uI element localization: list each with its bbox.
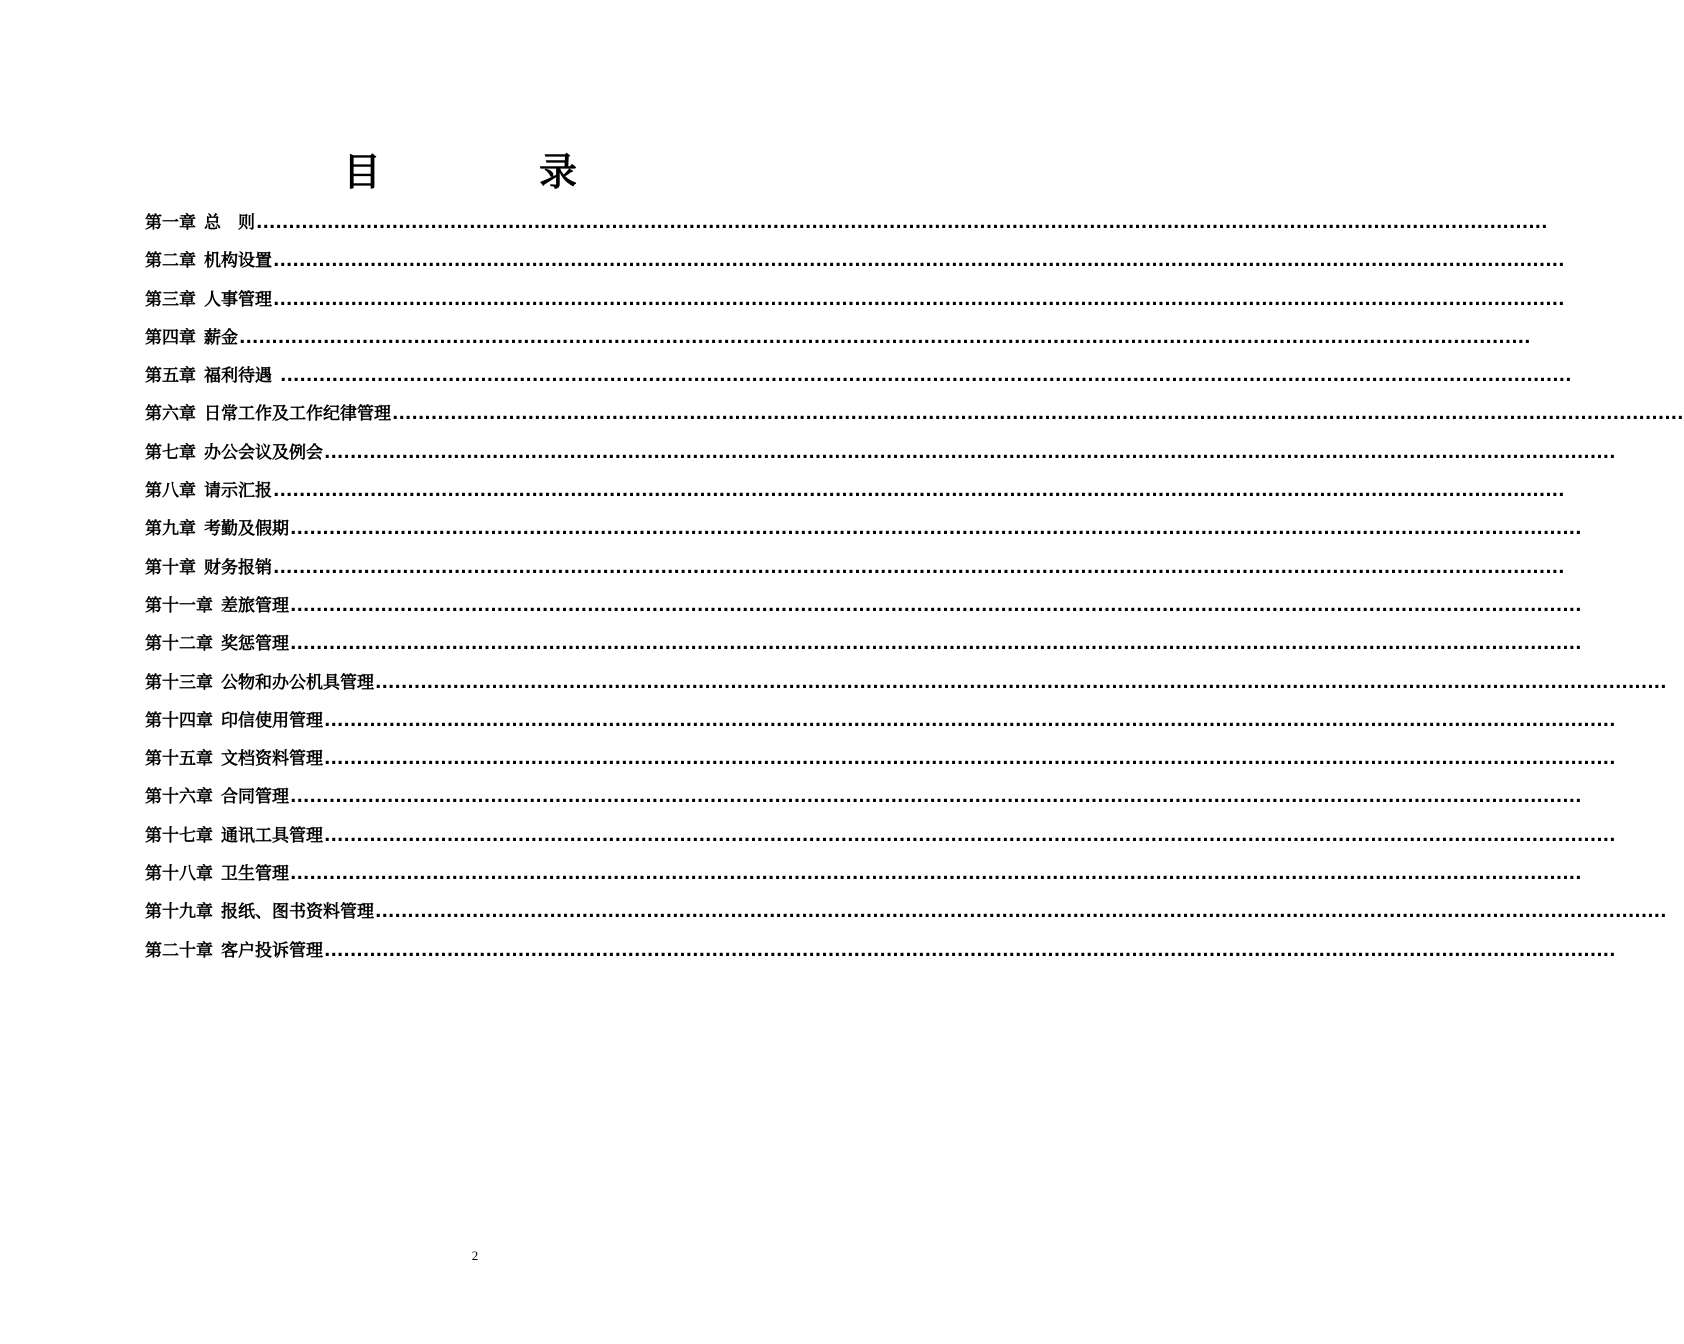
toc-leader: ........................................................................................................................................................................................................ (273, 251, 1565, 272)
toc-title: 机构设置 (204, 251, 272, 272)
toc-title: 差旅管理 (221, 595, 289, 616)
toc-entry[interactable] (145, 625, 1582, 663)
toc-title: 薪金 (204, 327, 238, 348)
toc-chapter: 第四章 (145, 327, 196, 348)
toc-leader: ........................................................................................................................................................................................................ (324, 442, 1616, 463)
toc-chapter: 第十三章 (145, 672, 213, 693)
toc-chapter: 第十八章 (145, 864, 213, 885)
toc-chapter: 第十章 (145, 557, 196, 578)
toc-entry[interactable] (145, 242, 1565, 280)
toc-entry[interactable] (145, 510, 1582, 548)
toc-chapter: 第八章 (145, 481, 196, 502)
toc-title: 财务报销 (204, 557, 272, 578)
toc-entry[interactable] (145, 395, 1684, 433)
toc-entry[interactable] (145, 587, 1582, 625)
toc-title: 通讯工具管理 (221, 825, 323, 846)
toc-entry[interactable] (145, 281, 1565, 319)
toc-leader: ........................................................................................................................................................................................................ (273, 557, 1565, 578)
toc-entry[interactable] (145, 472, 1565, 510)
toc-leader: ........................................................................................................................................................................................................ (324, 940, 1616, 961)
toc-entry[interactable] (145, 893, 1667, 931)
toc-leader: ........................................................................................................................................................................................................ (273, 289, 1565, 310)
toc-leader: ........................................................................................................................................................................................................ (256, 213, 1548, 233)
toc-entry[interactable] (145, 549, 1565, 587)
toc-title: 考勤及假期 (204, 519, 289, 540)
toc-leader: ........................................................................................................................................................................................................ (290, 519, 1582, 540)
toc-entry[interactable] (145, 702, 1616, 740)
toc-chapter: 第十二章 (145, 634, 213, 655)
toc-title: 卫生管理 (221, 864, 289, 885)
toc-leader: ........................................................................................................................................................................................................ (273, 481, 1565, 502)
toc-title: 印信使用管理 (221, 710, 323, 731)
toc-title: 总 则 (204, 213, 255, 233)
toc-chapter: 第五章 (145, 366, 196, 387)
toc-chapter: 第十一章 (145, 595, 213, 616)
toc-chapter: 第九章 (145, 519, 196, 540)
toc-entry[interactable] (145, 204, 1548, 242)
toc-title: 请示汇报 (204, 481, 272, 502)
toc-title: 办公会议及例会 (204, 442, 323, 463)
toc-leader: ........................................................................................................................................................................................................ (375, 902, 1667, 923)
toc-title: 奖惩管理 (221, 634, 289, 655)
toc-entry[interactable] (145, 357, 1572, 395)
toc-leader: ........................................................................................................................................................................................................ (280, 366, 1572, 387)
toc-entry[interactable] (145, 664, 1667, 702)
toc-chapter: 第六章 (145, 404, 196, 425)
toc-entry[interactable] (145, 932, 1616, 970)
toc-chapter: 第三章 (145, 289, 196, 310)
toc-title: 公物和办公机具管理 (221, 672, 374, 693)
toc-leader: ........................................................................................................................................................................................................ (324, 825, 1616, 846)
toc-chapter: 第二章 (145, 251, 196, 272)
toc-entry[interactable] (145, 778, 1582, 816)
toc-leader: ........................................................................................................................................................................................................ (392, 404, 1684, 425)
toc-leader: ........................................................................................................................................................................................................ (239, 327, 1531, 348)
toc-title: 合同管理 (221, 787, 289, 808)
toc-entry[interactable] (145, 434, 1616, 472)
toc-leader: ........................................................................................................................................................................................................ (375, 672, 1667, 693)
toc-chapter: 第十九章 (145, 902, 213, 923)
toc-chapter: 第二十章 (145, 940, 213, 961)
toc-leader: ........................................................................................................................................................................................................ (290, 634, 1582, 655)
toc-leader: ........................................................................................................................................................................................................ (290, 595, 1582, 616)
toc-chapter: 第七章 (145, 442, 196, 463)
toc-leader: ........................................................................................................................................................................................................ (324, 749, 1616, 770)
table-of-contents (145, 204, 1684, 970)
toc-title: 福利待遇 (204, 366, 272, 387)
toc-entry[interactable] (145, 855, 1582, 893)
toc-title: 人事管理 (204, 289, 272, 310)
toc-title: 日常工作及工作纪律管理 (204, 404, 391, 425)
page-title: 目 录 (342, 150, 637, 194)
toc-title: 客户投诉管理 (221, 940, 323, 961)
toc-title: 报纸、图书资料管理 (221, 902, 374, 923)
toc-chapter: 第十六章 (145, 787, 213, 808)
page-number: 2 (471, 1248, 479, 1263)
toc-entry[interactable] (145, 817, 1616, 855)
toc-chapter: 第十七章 (145, 825, 213, 846)
toc-chapter: 第十五章 (145, 749, 213, 770)
toc-chapter: 第十四章 (145, 710, 213, 731)
toc-entry[interactable] (145, 319, 1531, 357)
toc-title: 文档资料管理 (221, 749, 323, 770)
toc-leader: ........................................................................................................................................................................................................ (290, 864, 1582, 885)
toc-leader: ........................................................................................................................................................................................................ (324, 710, 1616, 731)
toc-chapter: 第一章 (145, 213, 196, 233)
toc-entry[interactable] (145, 740, 1616, 778)
toc-leader: ........................................................................................................................................................................................................ (290, 787, 1582, 808)
